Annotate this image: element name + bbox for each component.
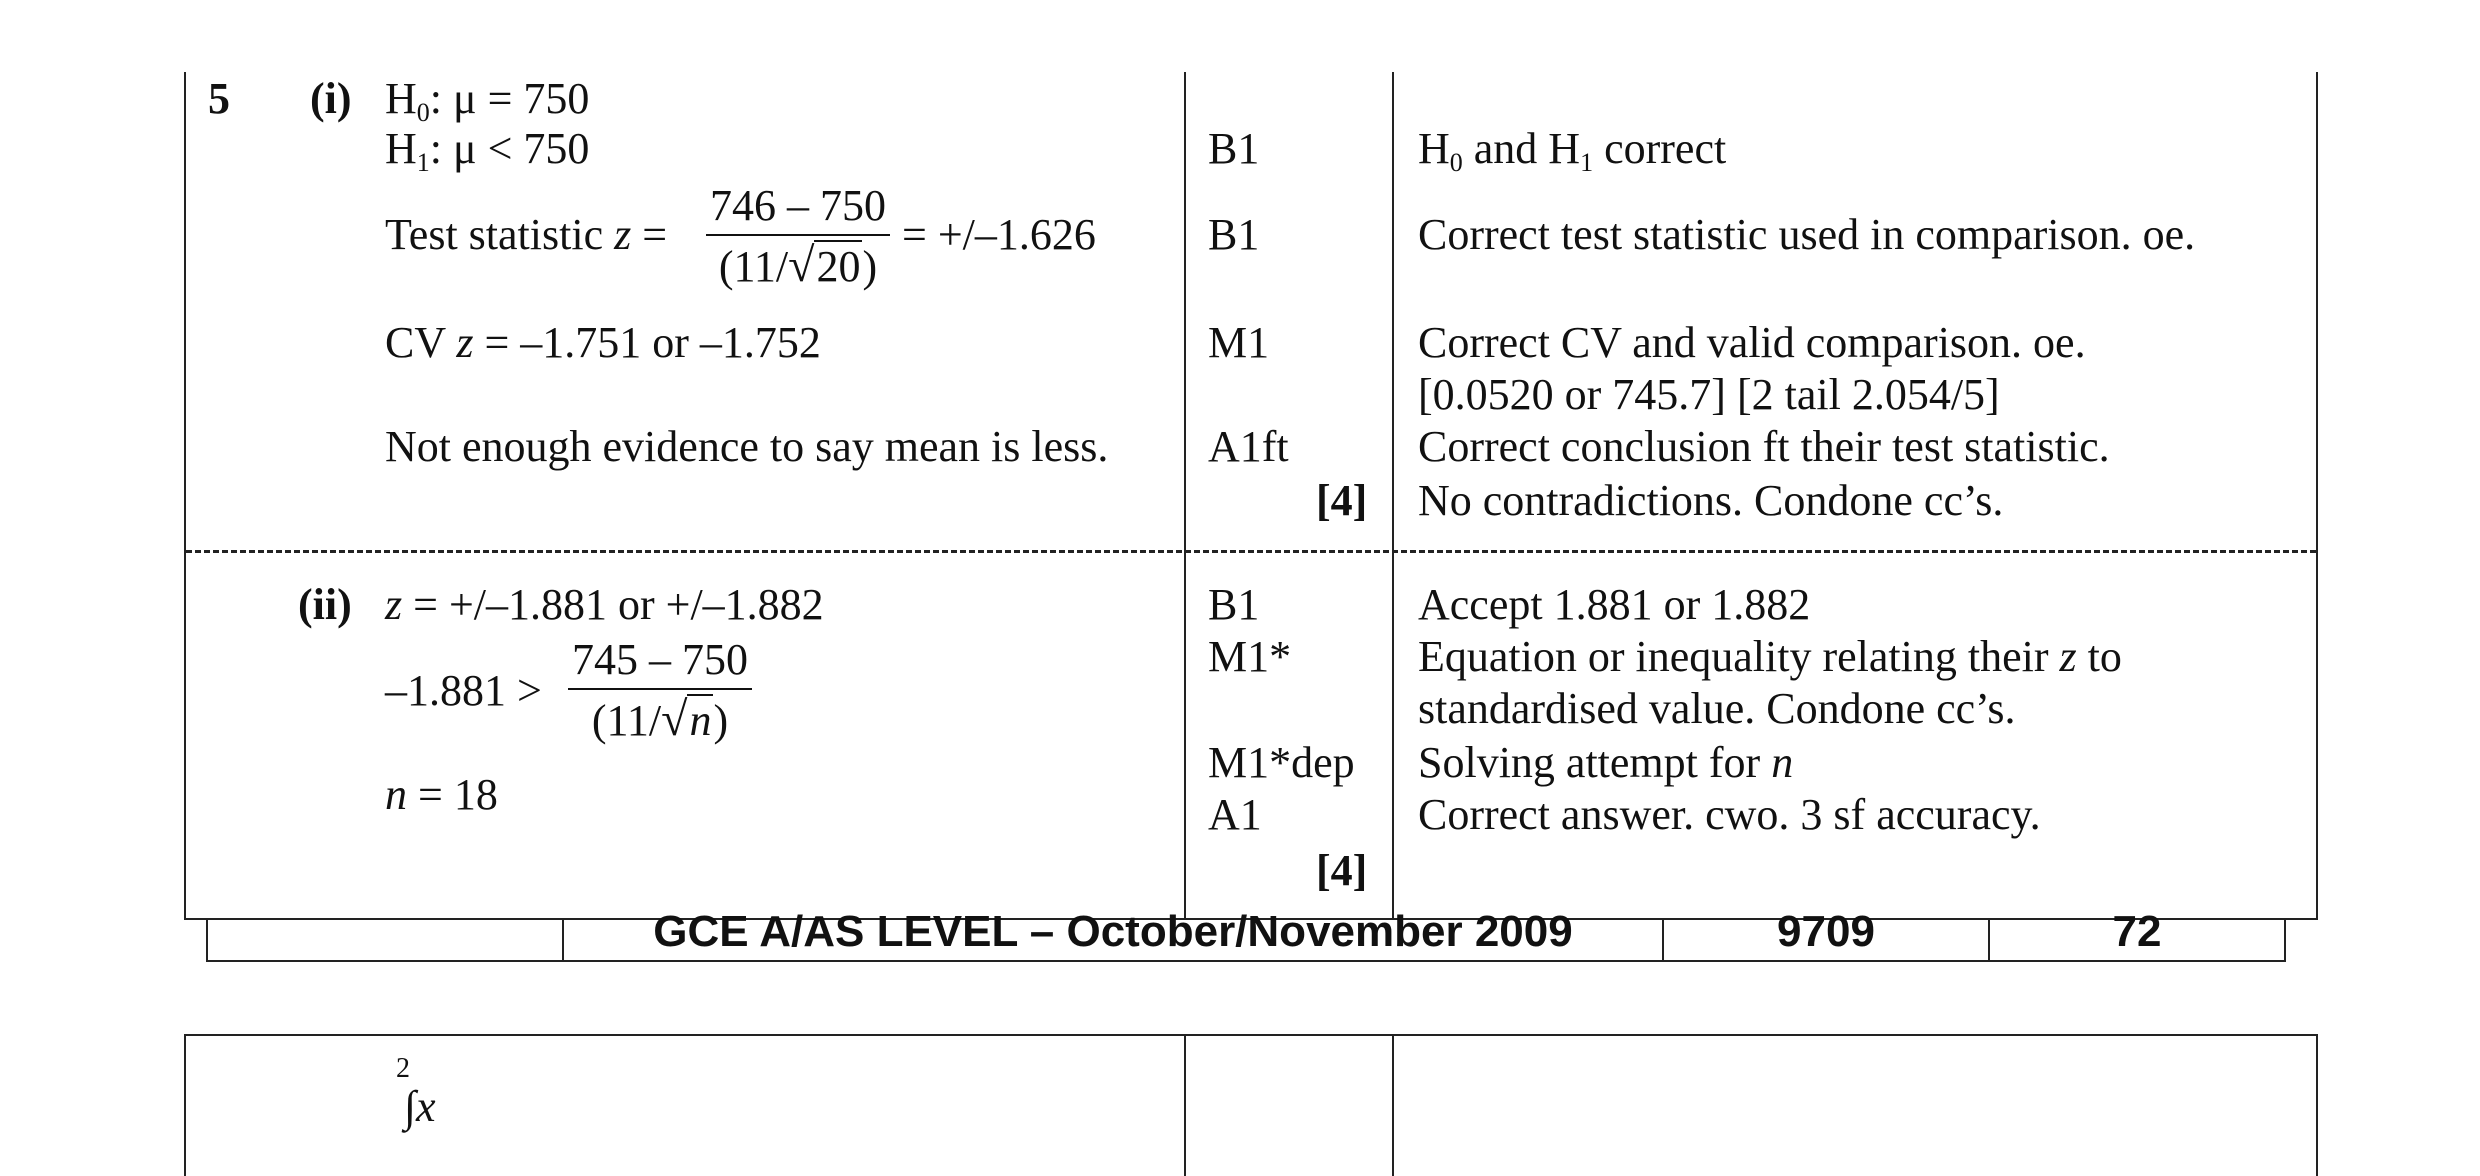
footer-left-border: [206, 918, 208, 962]
guidance-conclusion: Correct conclusion ft their test statistic.: [1418, 422, 2110, 471]
mark-m1-star: M1*: [1208, 632, 1292, 681]
part-ii-total-marks: [4]: [1316, 846, 1368, 895]
next-table-left-border: [184, 1034, 186, 1176]
alt-hypothesis: $H_1$: μ < 750: [385, 124, 590, 177]
guidance-contradictions: No contradictions. Condone cc’s.: [1418, 476, 2004, 525]
part-separator-dashed: [186, 550, 2316, 553]
footer-bottom-border: [206, 960, 2286, 962]
next-table-integral-limit: 2: [396, 1053, 410, 1084]
question-number: 5: [208, 74, 230, 123]
z-value: z = +/–1.881 or +/–1.882: [385, 580, 824, 629]
part-i-label: (i): [310, 74, 352, 123]
part-ii-label: (ii): [298, 580, 352, 629]
next-table-integral-fragment: ∫x: [404, 1082, 436, 1131]
footer-syllabus-code: 9709: [1777, 907, 1875, 956]
mark-b1-hypotheses: B1: [1208, 124, 1260, 173]
footer-paper-number: 72: [2112, 907, 2162, 956]
guidance-solving: Solving attempt for n: [1418, 738, 1794, 787]
answer-n: n = 18: [385, 770, 498, 819]
guidance-standardised: standardised value. Condone cc’s.: [1418, 684, 2016, 733]
critical-value: CV z = –1.751 or –1.752: [385, 318, 821, 367]
guidance-equation: Equation or inequality relating their z to: [1418, 632, 2122, 681]
guidance-test-statistic: Correct test statistic used in comparison. oe.: [1418, 210, 2196, 259]
mark-m1-star-dep: M1*dep: [1208, 738, 1355, 787]
next-table-col-divider-1: [1184, 1034, 1186, 1176]
mark-a1ft-conclusion: A1ft: [1208, 422, 1289, 471]
guidance-accept-z: Accept 1.881 or 1.882: [1418, 580, 1811, 629]
guidance-critical-value: Correct CV and valid comparison. oe.: [1418, 318, 2086, 367]
table-right-border: [2316, 72, 2318, 920]
mark-b1-test-statistic: B1: [1208, 210, 1260, 259]
guidance-alternatives: [0.0520 or 745.7] [2 tail 2.054/5]: [1418, 370, 2000, 419]
mark-a1-answer: A1: [1208, 790, 1262, 839]
table-left-border: [184, 72, 186, 920]
table-col-divider-2: [1392, 72, 1394, 920]
guidance-hypotheses: $H_0$ and $H_1$ correct: [1418, 124, 1727, 177]
guidance-answer: Correct answer. cwo. 3 sf accuracy.: [1418, 790, 2041, 839]
mark-b1-z: B1: [1208, 580, 1260, 629]
footer-exam-title: GCE A/AS LEVEL – October/November 2009: [653, 907, 1573, 956]
next-table-right-border: [2316, 1034, 2318, 1176]
footer-right-border: [2284, 918, 2286, 962]
mark-m1-critical-value: M1: [1208, 318, 1270, 367]
next-table-col-divider-2: [1392, 1034, 1394, 1176]
next-table-top-border: [184, 1034, 2318, 1036]
inequality-fraction: 745 – 750 (11/√n): [568, 636, 752, 745]
test-statistic-label: Test statistic z =: [385, 210, 668, 259]
table-col-divider-1: [1184, 72, 1186, 920]
conclusion: Not enough evidence to say mean is less.: [385, 422, 1109, 471]
null-hypothesis: $H_0$: μ = 750: [385, 74, 590, 127]
test-statistic-result: = +/–1.626: [902, 210, 1096, 259]
test-statistic-fraction: 746 – 750 (11/√20): [706, 182, 890, 291]
inequality-lhs: –1.881 >: [385, 666, 542, 715]
part-i-total-marks: [4]: [1316, 476, 1368, 525]
